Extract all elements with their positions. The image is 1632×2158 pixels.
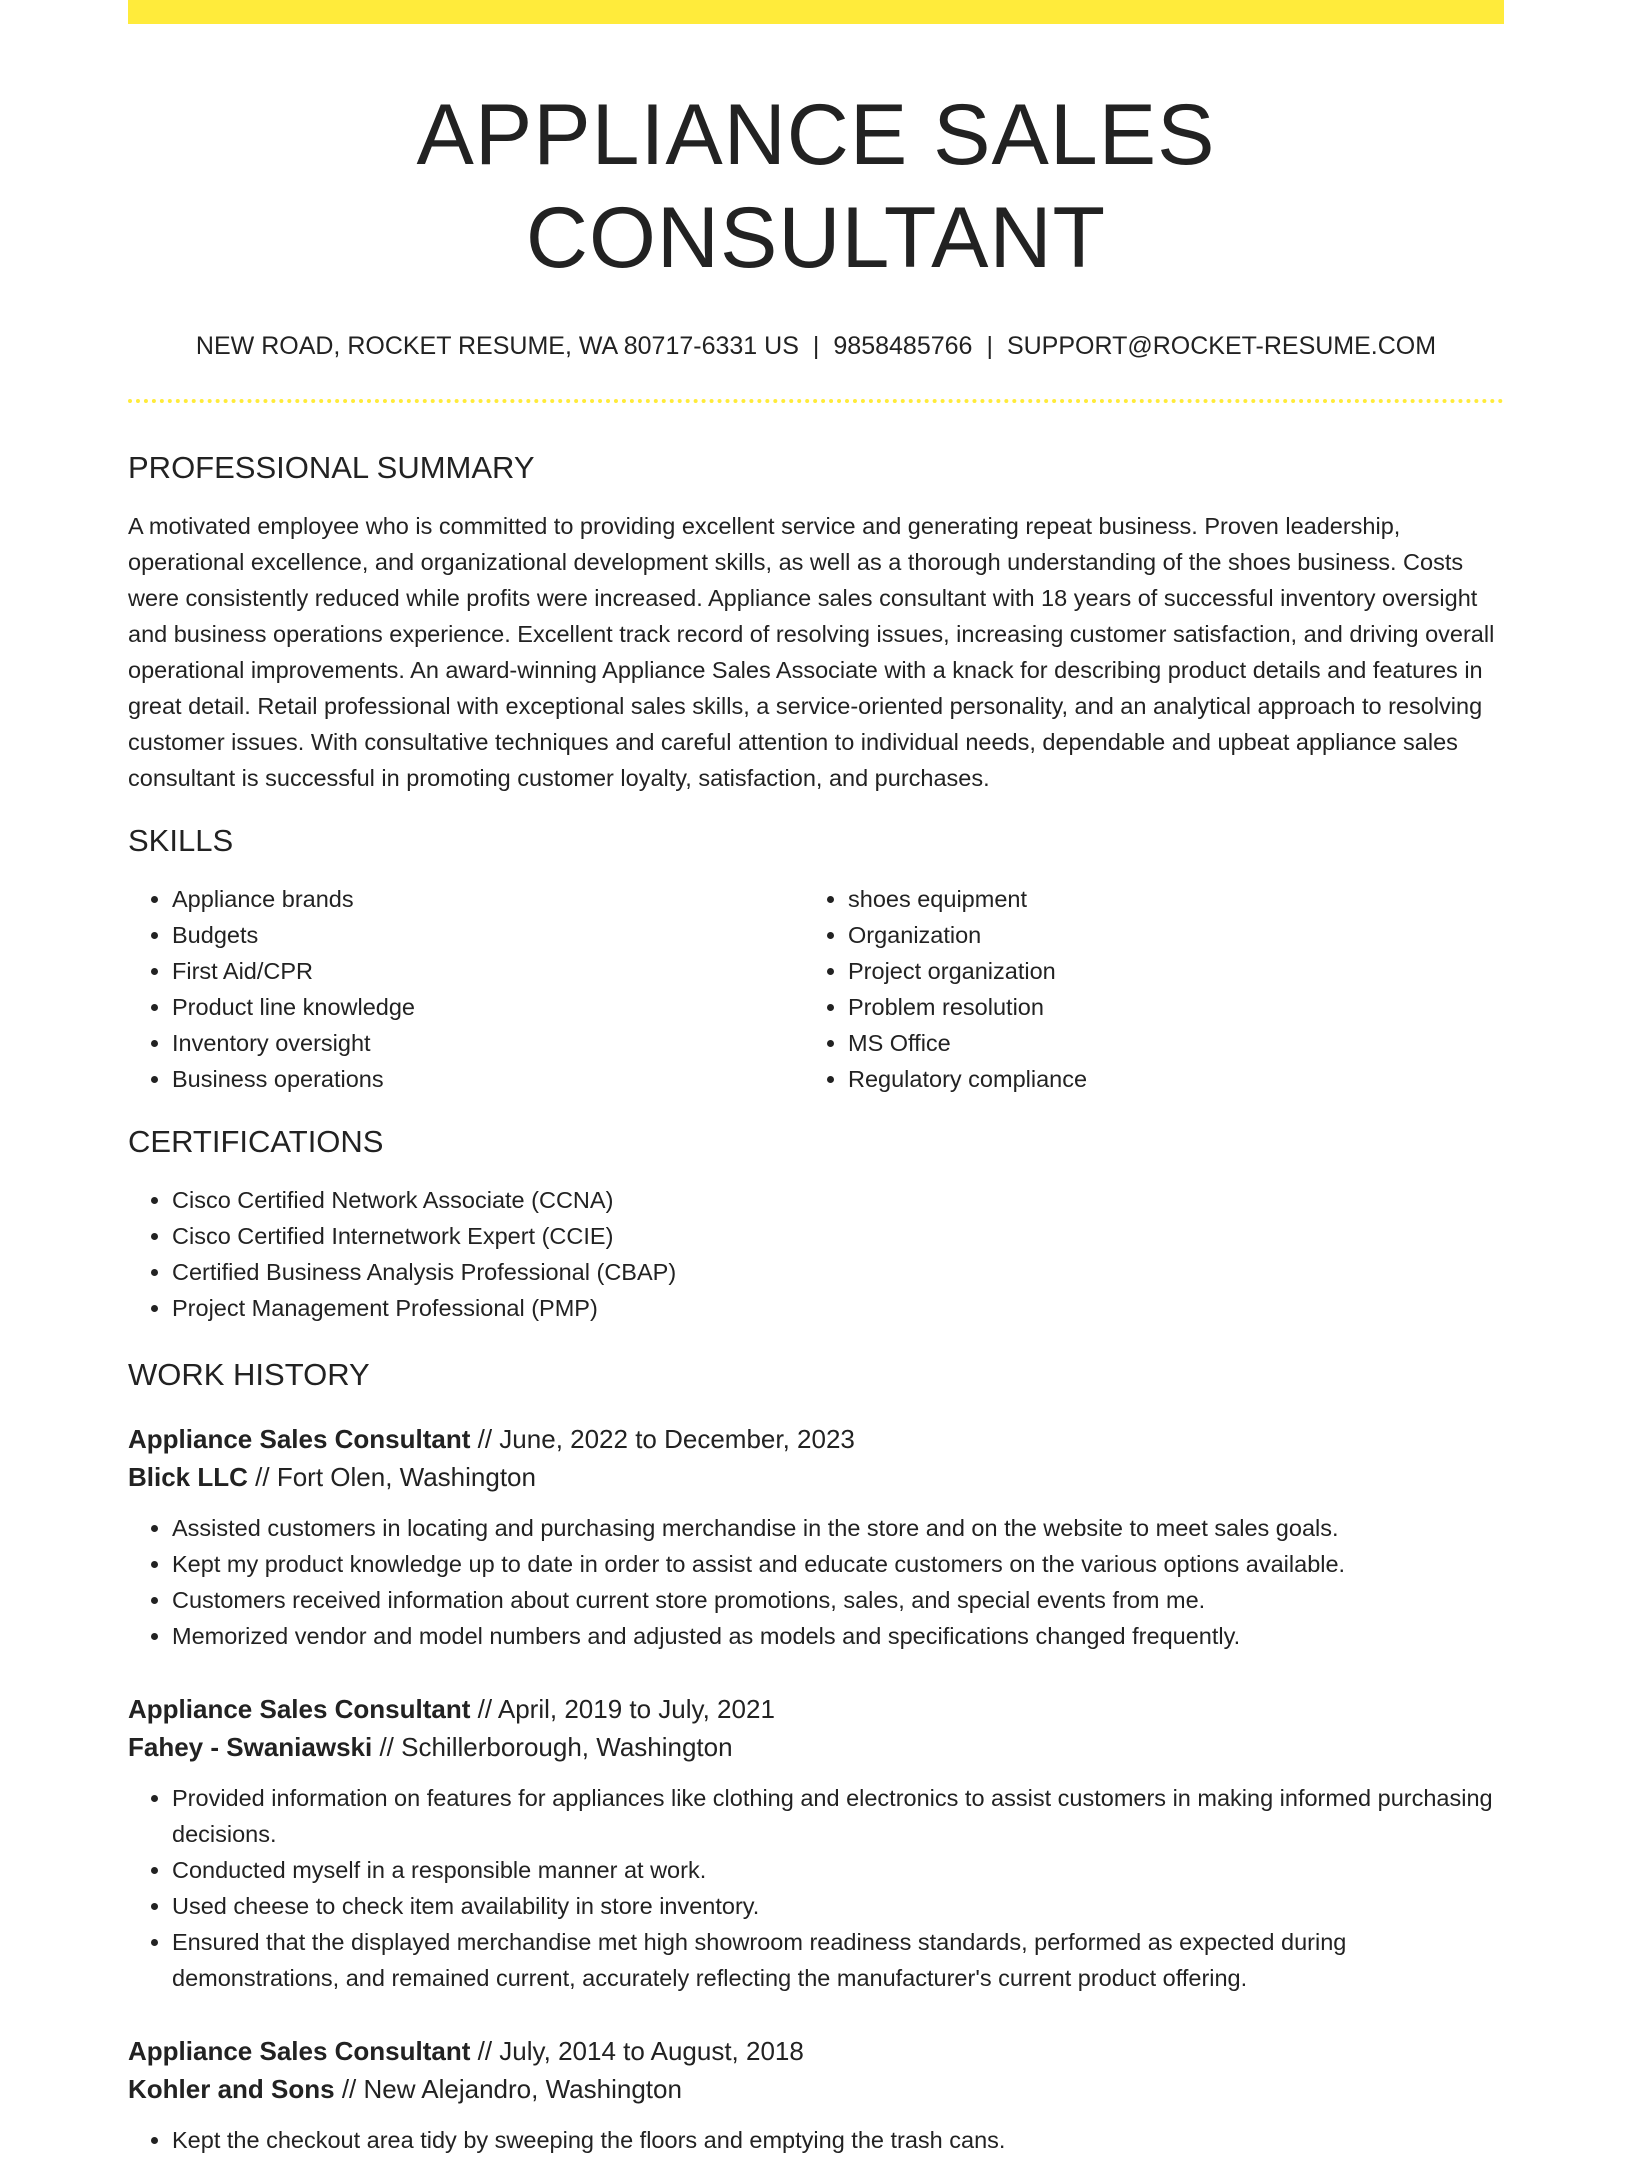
contact-address: NEW ROAD, ROCKET RESUME, WA 80717-6331 US <box>195 332 799 361</box>
job-role-line <box>128 1690 1504 1728</box>
certification-item: • Project Management Professional (PMP) <box>172 1290 1504 1326</box>
certification-item: • Certified Business Analysis Professional (CBAP) <box>172 1254 1504 1290</box>
job-location: // New Alejandro, Washington <box>341 2073 682 2104</box>
job-company-line <box>128 1458 1504 1496</box>
certification-item: • Cisco Certified Internetwork Expert (CCIE) <box>172 1218 1504 1254</box>
job-role-line <box>128 2032 1504 2070</box>
job-location: // Schillerborough, Washington <box>379 1731 733 1762</box>
job-company: Blick LLC <box>128 1461 248 1492</box>
job-company: Fahey - Swaniawski <box>128 1731 373 1762</box>
job-role-line <box>128 1420 1504 1458</box>
summary-section <box>128 449 1504 796</box>
skill-item: • Project organization <box>848 953 1480 989</box>
job-bullet: • Ensured that the displayed merchandise met high showroom readiness standards, performed as expected during demonstrations, and remained current, accurately reflecting the manufacturer's current product offering. <box>172 1924 1504 1996</box>
skills-columns <box>128 881 1504 1097</box>
job-role: Appliance Sales Consultant <box>128 1693 471 1724</box>
certifications-heading: CERTIFICATIONS <box>128 1124 384 1160</box>
job-location: // Fort Olen, Washington <box>255 1461 536 1492</box>
job-bullet: • Customers received information about current store promotions, sales, and special events from me. <box>172 1582 1504 1618</box>
job-bullet: • Assisted customers in locating and purchasing merchandise in the store and on the website to meet sales goals. <box>172 1510 1504 1546</box>
contact-phone[interactable]: 9858485766 <box>833 332 973 361</box>
work-history-section <box>128 1356 1504 2157</box>
job-role: Appliance Sales Consultant <box>128 1423 471 1454</box>
job-bullet: • Kept the checkout area tidy by sweeping the floors and emptying the trash cans. <box>172 2122 1504 2158</box>
job-bullet: • Kept my product knowledge up to date in order to assist and educate customers on the various options available. <box>172 1546 1504 1582</box>
resume-title: APPLIANCE SALES CONSULTANT <box>416 87 1216 287</box>
dotted-divider <box>128 399 1504 403</box>
resume-page <box>128 0 1504 2158</box>
skills-right-list <box>804 881 1480 1097</box>
skill-item: • Business operations <box>172 1061 804 1097</box>
job-dates: // June, 2022 to December, 2023 <box>477 1423 855 1454</box>
job-bullet: • Conducted myself in a responsible manner at work. <box>172 1852 1504 1888</box>
skill-item: • Inventory oversight <box>172 1025 804 1061</box>
job-company: Kohler and Sons <box>128 2073 335 2104</box>
job-role: Appliance Sales Consultant <box>128 2035 471 2066</box>
contact-separator: | <box>986 332 993 361</box>
job-company-line <box>128 2070 1504 2108</box>
job-entry <box>128 1690 1504 1996</box>
skills-left-list <box>128 881 804 1097</box>
certifications-list <box>128 1182 1504 1326</box>
job-bullets <box>128 1780 1504 1996</box>
job-dates: // July, 2014 to August, 2018 <box>477 2035 804 2066</box>
job-bullet: • Memorized vendor and model numbers and adjusted as models and specifications changed frequently. <box>172 1618 1504 1654</box>
skills-section <box>128 822 1504 1097</box>
skill-item: • Budgets <box>172 917 804 953</box>
skill-item: • Problem resolution <box>848 989 1480 1025</box>
accent-top-bar <box>128 0 1504 24</box>
summary-heading: PROFESSIONAL SUMMARY <box>128 449 535 485</box>
skill-item: • Organization <box>848 917 1480 953</box>
job-entry <box>128 1420 1504 1654</box>
job-bullet: • Used cheese to check item availability in store inventory. <box>172 1888 1504 1924</box>
skill-item: • MS Office <box>848 1025 1480 1061</box>
skill-item: • First Aid/CPR <box>172 953 804 989</box>
job-bullets <box>128 2122 1504 2158</box>
certifications-section <box>128 1123 1504 1326</box>
contact-email[interactable]: SUPPORT@ROCKET-RESUME.COM <box>1006 332 1437 361</box>
job-company-line <box>128 1728 1504 1766</box>
skills-heading: SKILLS <box>128 823 234 859</box>
skill-item: • Regulatory compliance <box>848 1061 1480 1097</box>
skill-item: • shoes equipment <box>848 881 1480 917</box>
work-history-heading: WORK HISTORY <box>128 1357 370 1393</box>
skill-item: • Product line knowledge <box>172 989 804 1025</box>
contact-separator: | <box>812 332 820 361</box>
job-dates: // April, 2019 to July, 2021 <box>477 1693 775 1724</box>
contact-line <box>128 330 1504 363</box>
skill-item: • Appliance brands <box>172 881 804 917</box>
certification-item: • Cisco Certified Network Associate (CCNA) <box>172 1182 1504 1218</box>
summary-text: A motivated employee who is committed to providing excellent service and generating repeat business. Proven leadership, operational excellence, and organizational development skills, as well as a thorough understanding of the shoes business. Costs were consistently reduced while profits were increased. Appliance sales consultant with 18 years of successful inventory oversight and business operations experience. Excellent track record of resolving issues, increasing customer satisfaction, and driving overall operational improvements. An award-winning Appliance Sales Associate with a knack for describing product details and features in great detail. Retail professional with exceptional sales skills, a service-oriented personality, and an analytical approach to resolving customer issues. With consultative techniques and careful attention to individual needs, dependable and upbeat appliance sales consultant is successful in promoting customer loyalty, satisfaction, and purchases. <box>128 513 1495 792</box>
job-bullets <box>128 1510 1504 1654</box>
job-entry <box>128 2032 1504 2158</box>
job-bullet: • Provided information on features for appliances like clothing and electronics to assist customers in making informed purchasing decisions. <box>172 1780 1504 1852</box>
